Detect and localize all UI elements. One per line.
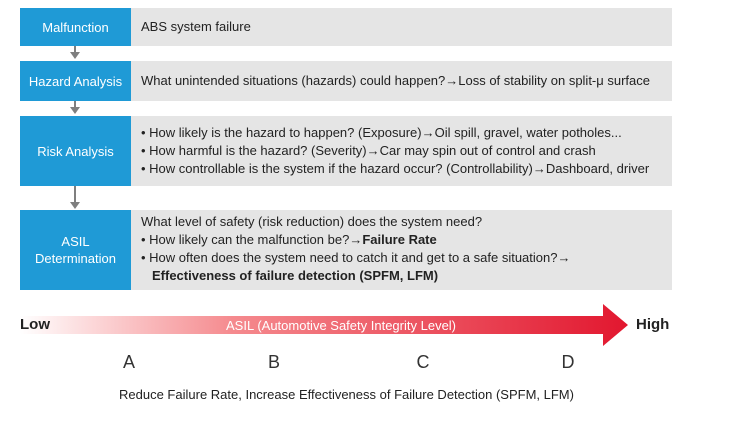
effectiveness-text: Effectiveness of failure detection (SPFM, LFM) — [152, 268, 439, 283]
malfunction-description-box — [131, 8, 672, 46]
asil-grade-c: C — [416, 352, 430, 372]
asil-question-text: What level of safety (risk reduction) does the system need? — [141, 214, 483, 229]
scale-high-label: High — [636, 316, 670, 333]
asil-detection-text: • How often does the system need to catch it and get to a safe situation?→ — [141, 250, 571, 265]
asil-grade-d: D — [561, 352, 575, 372]
risk-controllability-text: • How controllable is the system if the hazard occur? (Controllability)→Dashboard, driver — [141, 161, 650, 176]
risk-severity-text: • How harmful is the hazard? (Severity)→Car may spin out of control and crash — [141, 143, 596, 158]
hazard-analysis-text: What unintended situations (hazards) could happen?→Loss of stability on split-μ surface — [141, 73, 650, 88]
failure-rate-text: Failure Rate — [362, 232, 437, 247]
asil-likelihood-text: • How likely can the malfunction be?→ — [141, 232, 363, 247]
asil-label-line2: Determination — [35, 251, 116, 266]
connector-stem — [74, 186, 76, 203]
arrow-down-icon — [70, 202, 80, 209]
scale-low-label: Low — [20, 316, 50, 333]
asil-label-line1: ASIL — [61, 234, 90, 249]
asil-determination-description-box — [131, 210, 672, 290]
asil-grade-a: A — [122, 352, 135, 372]
hazard-analysis-label-box — [20, 61, 131, 101]
arrow-down-icon — [70, 107, 80, 114]
risk-analysis-description-box — [131, 116, 672, 186]
arrow-down-icon — [70, 52, 80, 59]
asil-determination-label-box — [20, 210, 131, 290]
hazard-analysis-description-box — [131, 61, 672, 101]
malfunction-label: Malfunction — [42, 19, 109, 35]
asil-grade-b: B — [267, 352, 280, 372]
malfunction-text: ABS system failure — [141, 19, 251, 34]
malfunction-label-box — [20, 8, 131, 46]
scale-footer-text: Reduce Failure Rate, Increase Effectiveness of Failure Detection (SPFM, LFM) — [119, 387, 574, 402]
asil-likelihood-line — [141, 231, 662, 249]
risk-exposure-text: • How likely is the hazard to happen? (Exposure)→Oil spill, gravel, water potholes... — [141, 125, 622, 140]
hazard-analysis-label: Hazard Analysis — [28, 73, 123, 89]
risk-analysis-label-box — [20, 116, 131, 186]
risk-analysis-label: Risk Analysis — [37, 143, 114, 159]
scale-title: ASIL (Automotive Safety Integrity Level) — [226, 318, 457, 333]
